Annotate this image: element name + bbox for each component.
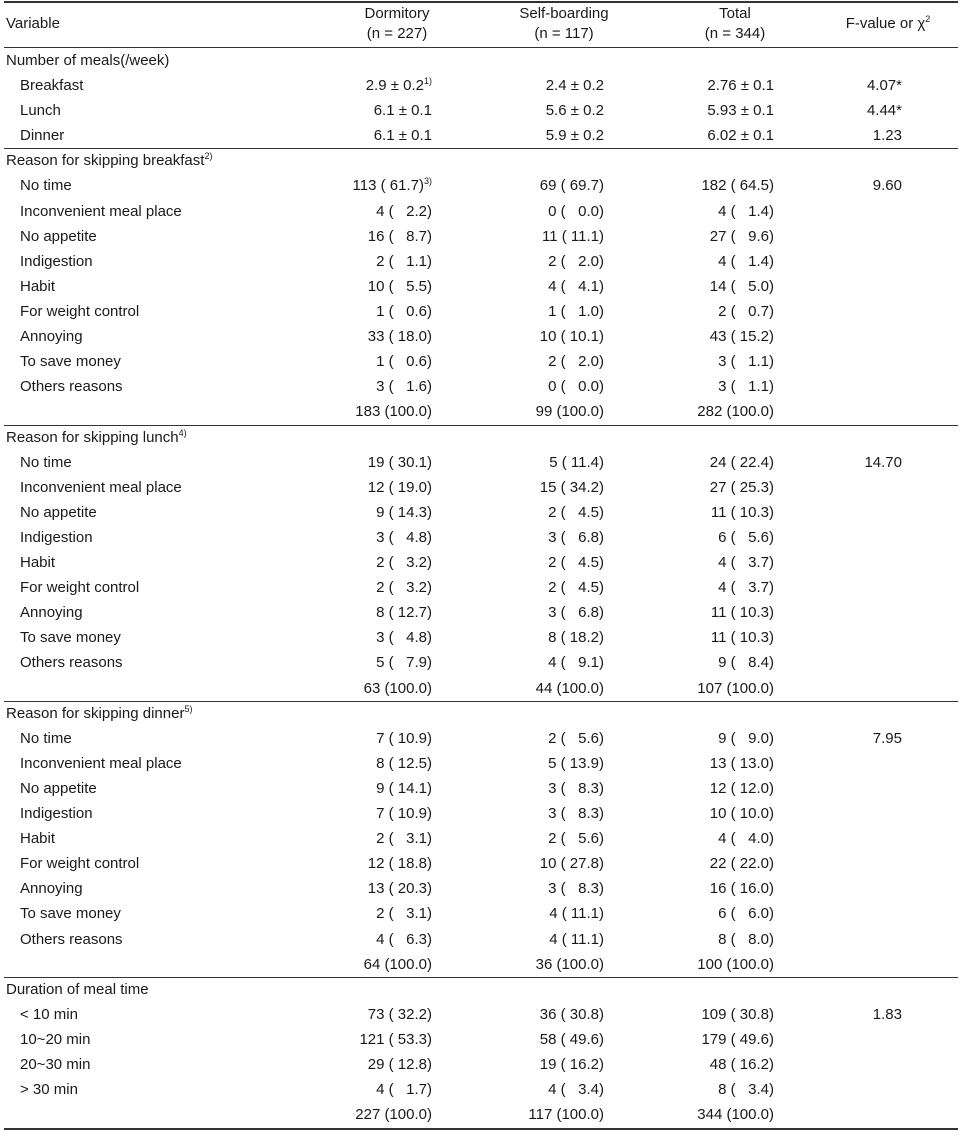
table-row [4,500,958,525]
row-label: Habit [20,554,56,571]
table-row [4,1027,958,1052]
dormitory-value: 16 ( 8.7) [367,228,432,245]
table-row [4,927,958,952]
total-value: 11 ( 10.3) [710,504,774,521]
table-row [4,224,958,249]
section-title-row [4,425,958,450]
header-variable: Variable [6,15,60,32]
self-boarding-value: 10 ( 10.1) [539,328,604,345]
row-label: To save money [20,905,121,922]
self-boarding-value: 10 ( 27.8) [539,855,604,872]
self-boarding-value: 2 ( 2.0) [548,253,604,270]
dormitory-value: 2 ( 3.2) [376,579,432,596]
dormitory-value: 6.1 ± 0.1 [373,102,432,119]
dormitory-value: 8 ( 12.7) [376,604,432,621]
dormitory-value: 8 ( 12.5) [376,755,432,772]
self-boarding-value: 5.9 ± 0.2 [545,127,604,144]
total-value: 48 ( 16.2) [709,1056,774,1073]
section-title: Reason for skipping breakfast$^{2)}$ [6,151,213,169]
table-row [4,1052,958,1077]
table-row [4,199,958,224]
table-row [4,600,958,625]
self-boarding-value: 2.4 ± 0.2 [545,77,604,94]
row-label: For weight control [20,303,140,320]
dormitory-value: 7 ( 10.9) [376,805,432,822]
dormitory-value: 227 (100.0) [355,1106,432,1123]
total-value: 3 ( 1.1) [718,378,774,395]
dormitory-value: 19 ( 30.1) [367,454,432,471]
self-boarding-value: 1 ( 1.0) [548,303,604,320]
top-rule [4,1,958,3]
total-value: 3 ( 1.1) [718,353,774,370]
row-label: To save money [20,353,121,370]
dormitory-value: 33 ( 18.0) [367,328,432,345]
row-label: No appetite [20,780,97,797]
stat-value: 9.60 [872,177,902,194]
total-value: 22 ( 22.0) [709,855,774,872]
table-row [4,123,958,148]
self-boarding-value: 11 ( 11.1) [542,228,604,245]
row-label: Indigestion [20,253,93,270]
total-value: 16 ( 16.0) [709,880,774,897]
total-value: 8 ( 8.0) [718,931,774,948]
table-row [4,550,958,575]
self-boarding-value: 2 ( 4.5) [548,554,604,571]
total-value: 14 ( 5.0) [709,278,774,295]
self-boarding-value: 8 ( 18.2) [548,629,604,646]
dormitory-value: 9 ( 14.3) [376,504,432,521]
stat-value: 14.70 [864,454,902,471]
table-row [4,952,958,977]
total-value: 12 ( 12.0) [709,780,774,797]
self-boarding-value: 99 (100.0) [535,403,604,420]
row-label: > 30 min [20,1081,78,1098]
dormitory-value: 2 ( 1.1) [376,253,432,270]
dormitory-value: 7 ( 10.9) [376,730,432,747]
total-value: 43 ( 15.2) [709,328,774,345]
row-label: Inconvenient meal place [20,755,182,772]
table-row [4,1077,958,1102]
self-boarding-value: 36 (100.0) [535,956,604,973]
table-row [4,625,958,650]
total-value: 4 ( 3.7) [718,579,774,596]
self-boarding-value: 2 ( 5.6) [548,730,604,747]
self-boarding-value: 5 ( 11.4) [549,454,604,471]
total-value: 6 ( 6.0) [718,905,774,922]
total-value: 6.02 ± 0.1 [707,127,774,144]
stat-value: 7.95 [872,730,902,747]
row-label: Others reasons [20,654,123,671]
section-title-row [4,977,958,1002]
dormitory-value: 29 ( 12.8) [367,1056,432,1073]
stat-value: 1.83 [872,1006,902,1023]
self-boarding-value: 0 ( 0.0) [548,203,604,220]
header-self-boarding: Self-boarding (n = 117) [519,5,609,42]
row-label: Breakfast [20,77,84,94]
table-row [4,475,958,500]
table-row [4,450,958,475]
total-value: 182 ( 64.5) [701,177,774,194]
total-value: 4 ( 4.0) [718,830,774,847]
table-row [4,751,958,776]
total-value: 344 (100.0) [697,1106,774,1123]
row-label: Annoying [20,604,83,621]
self-boarding-value: 2 ( 2.0) [548,353,604,370]
total-value: 11 ( 10.3) [710,604,774,621]
dormitory-value: 64 (100.0) [363,956,432,973]
table-row [4,249,958,274]
table-row [4,274,958,299]
total-value: 8 ( 3.4) [718,1081,774,1098]
dormitory-value: 2 ( 3.2) [376,554,432,571]
self-boarding-value: 4 ( 3.4) [548,1081,604,1098]
row-label: Inconvenient meal place [20,203,182,220]
section-title-row [4,48,958,73]
total-value: 107 (100.0) [697,680,774,697]
table-row [4,349,958,374]
row-label: For weight control [20,579,140,596]
table-row [4,525,958,550]
dormitory-value: 113 ( 61.7)$^{3)}$ [352,176,432,194]
section-title-row [4,701,958,726]
dormitory-value: 2 ( 3.1) [376,830,432,847]
row-label: Indigestion [20,529,93,546]
self-boarding-value: 2 ( 4.5) [548,504,604,521]
row-label: No time [20,454,72,471]
stat-value: 4.07* [866,77,902,94]
row-label: Lunch [20,102,61,119]
section-title: Reason for skipping dinner$^{5)}$ [6,704,193,722]
dormitory-value: 12 ( 19.0) [367,479,432,496]
self-boarding-value: 19 ( 16.2) [539,1056,604,1073]
row-label: No appetite [20,228,97,245]
table-row [4,1102,958,1127]
dormitory-value: 5 ( 7.9) [376,654,432,671]
section-title-row [4,148,958,173]
total-value: 10 ( 10.0) [709,805,774,822]
self-boarding-value: 44 (100.0) [535,680,604,697]
dormitory-value: 63 (100.0) [363,680,432,697]
section-title: Number of meals(/week) [6,52,170,69]
dormitory-value: 121 ( 53.3) [359,1031,432,1048]
total-value: 2.76 ± 0.1 [707,77,774,94]
total-value: 6 ( 5.6) [718,529,774,546]
dormitory-value: 1 ( 0.6) [376,353,432,370]
total-value: 109 ( 30.8) [701,1006,774,1023]
row-label: Inconvenient meal place [20,479,182,496]
self-boarding-value: 3 ( 8.3) [548,805,604,822]
dormitory-value: 1 ( 0.6) [376,303,432,320]
row-label: < 10 min [20,1006,78,1023]
total-value: 27 ( 25.3) [709,479,774,496]
total-value: 13 ( 13.0) [709,755,774,772]
self-boarding-value: 58 ( 49.6) [539,1031,604,1048]
row-label: Dinner [20,127,65,144]
section-title: Reason for skipping lunch$^{4)}$ [6,428,187,446]
total-value: 24 ( 22.4) [709,454,774,471]
row-label: 20~30 min [20,1056,91,1073]
table-row [4,650,958,675]
self-boarding-value: 3 ( 6.8) [548,529,604,546]
dormitory-value: 4 ( 1.7) [376,1081,432,1098]
row-label: No time [20,730,72,747]
total-value: 282 (100.0) [697,403,774,420]
table-row [4,1002,958,1027]
stat-value: 4.44* [866,102,902,119]
dormitory-value: 12 ( 18.8) [367,855,432,872]
row-label: Habit [20,278,56,295]
row-label: Annoying [20,328,83,345]
total-value: 2 ( 0.7) [718,303,774,320]
self-boarding-value: 4 ( 11.1) [549,931,604,948]
row-label: Others reasons [20,931,123,948]
row-label: Indigestion [20,805,93,822]
table-row [4,876,958,901]
self-boarding-value: 4 ( 9.1) [548,654,604,671]
table-row [4,826,958,851]
self-boarding-value: 3 ( 8.3) [548,780,604,797]
dormitory-value: 4 ( 6.3) [376,931,432,948]
table-row [4,575,958,600]
table-row [4,676,958,701]
row-label: For weight control [20,855,140,872]
section-title: Duration of meal time [6,981,149,998]
table-row [4,901,958,926]
dormitory-value: 9 ( 14.1) [376,780,432,797]
total-value: 9 ( 8.4) [718,654,774,671]
self-boarding-value: 0 ( 0.0) [548,378,604,395]
dormitory-value: 13 ( 20.3) [367,880,432,897]
row-label: To save money [20,629,121,646]
bottom-rule [4,1128,958,1130]
dormitory-value: 4 ( 2.2) [376,203,432,220]
self-boarding-value: 5 ( 13.9) [548,755,604,772]
table-row [4,98,958,123]
row-label: No appetite [20,504,97,521]
dormitory-value: 3 ( 4.8) [376,629,432,646]
dormitory-value: 3 ( 4.8) [376,529,432,546]
self-boarding-value: 5.6 ± 0.2 [545,102,604,119]
row-label: Habit [20,830,56,847]
total-value: 179 ( 49.6) [701,1031,774,1048]
table-row [4,399,958,424]
header-stat: F-value or $\chi^2$ [845,14,931,32]
row-label: Others reasons [20,378,123,395]
total-value: 4 ( 1.4) [718,253,774,270]
self-boarding-value: 2 ( 5.6) [548,830,604,847]
table-row [4,726,958,751]
table-row [4,374,958,399]
header-dormitory: Dormitory (n = 227) [364,5,430,42]
self-boarding-value: 15 ( 34.2) [539,479,604,496]
table-row [4,776,958,801]
table-row [4,73,958,98]
dormitory-value: 3 ( 1.6) [376,378,432,395]
row-label: 10~20 min [20,1031,91,1048]
dormitory-value: 73 ( 32.2) [367,1006,432,1023]
table-row [4,801,958,826]
table-row [4,299,958,324]
self-boarding-value: 36 ( 30.8) [539,1006,604,1023]
self-boarding-value: 3 ( 8.3) [548,880,604,897]
self-boarding-value: 3 ( 6.8) [548,604,604,621]
self-boarding-value: 69 ( 69.7) [539,177,604,194]
row-label: No time [20,177,72,194]
dormitory-value: 2 ( 3.1) [376,905,432,922]
table-row [4,324,958,349]
total-value: 9 ( 9.0) [718,730,774,747]
total-value: 27 ( 9.6) [709,228,774,245]
dormitory-value: $2.9 \pm 0.2^{1)}$ [365,76,432,94]
total-value: 11 ( 10.3) [710,629,774,646]
total-value: 100 (100.0) [697,956,774,973]
self-boarding-value: 4 ( 11.1) [549,905,604,922]
self-boarding-value: 2 ( 4.5) [548,579,604,596]
self-boarding-value: 117 (100.0) [528,1106,604,1123]
table-row [4,851,958,876]
dormitory-value: 183 (100.0) [355,403,432,420]
self-boarding-value: 4 ( 4.1) [548,278,604,295]
dormitory-value: 10 ( 5.5) [367,278,432,295]
header-total: Total (n = 344) [704,5,766,42]
total-value: 5.93 ± 0.1 [707,102,774,119]
dormitory-value: 6.1 ± 0.1 [373,127,432,144]
row-label: Annoying [20,880,83,897]
total-value: 4 ( 1.4) [718,203,774,220]
table-row [4,173,958,198]
stat-value: 1.23 [872,127,902,144]
total-value: 4 ( 3.7) [718,554,774,571]
